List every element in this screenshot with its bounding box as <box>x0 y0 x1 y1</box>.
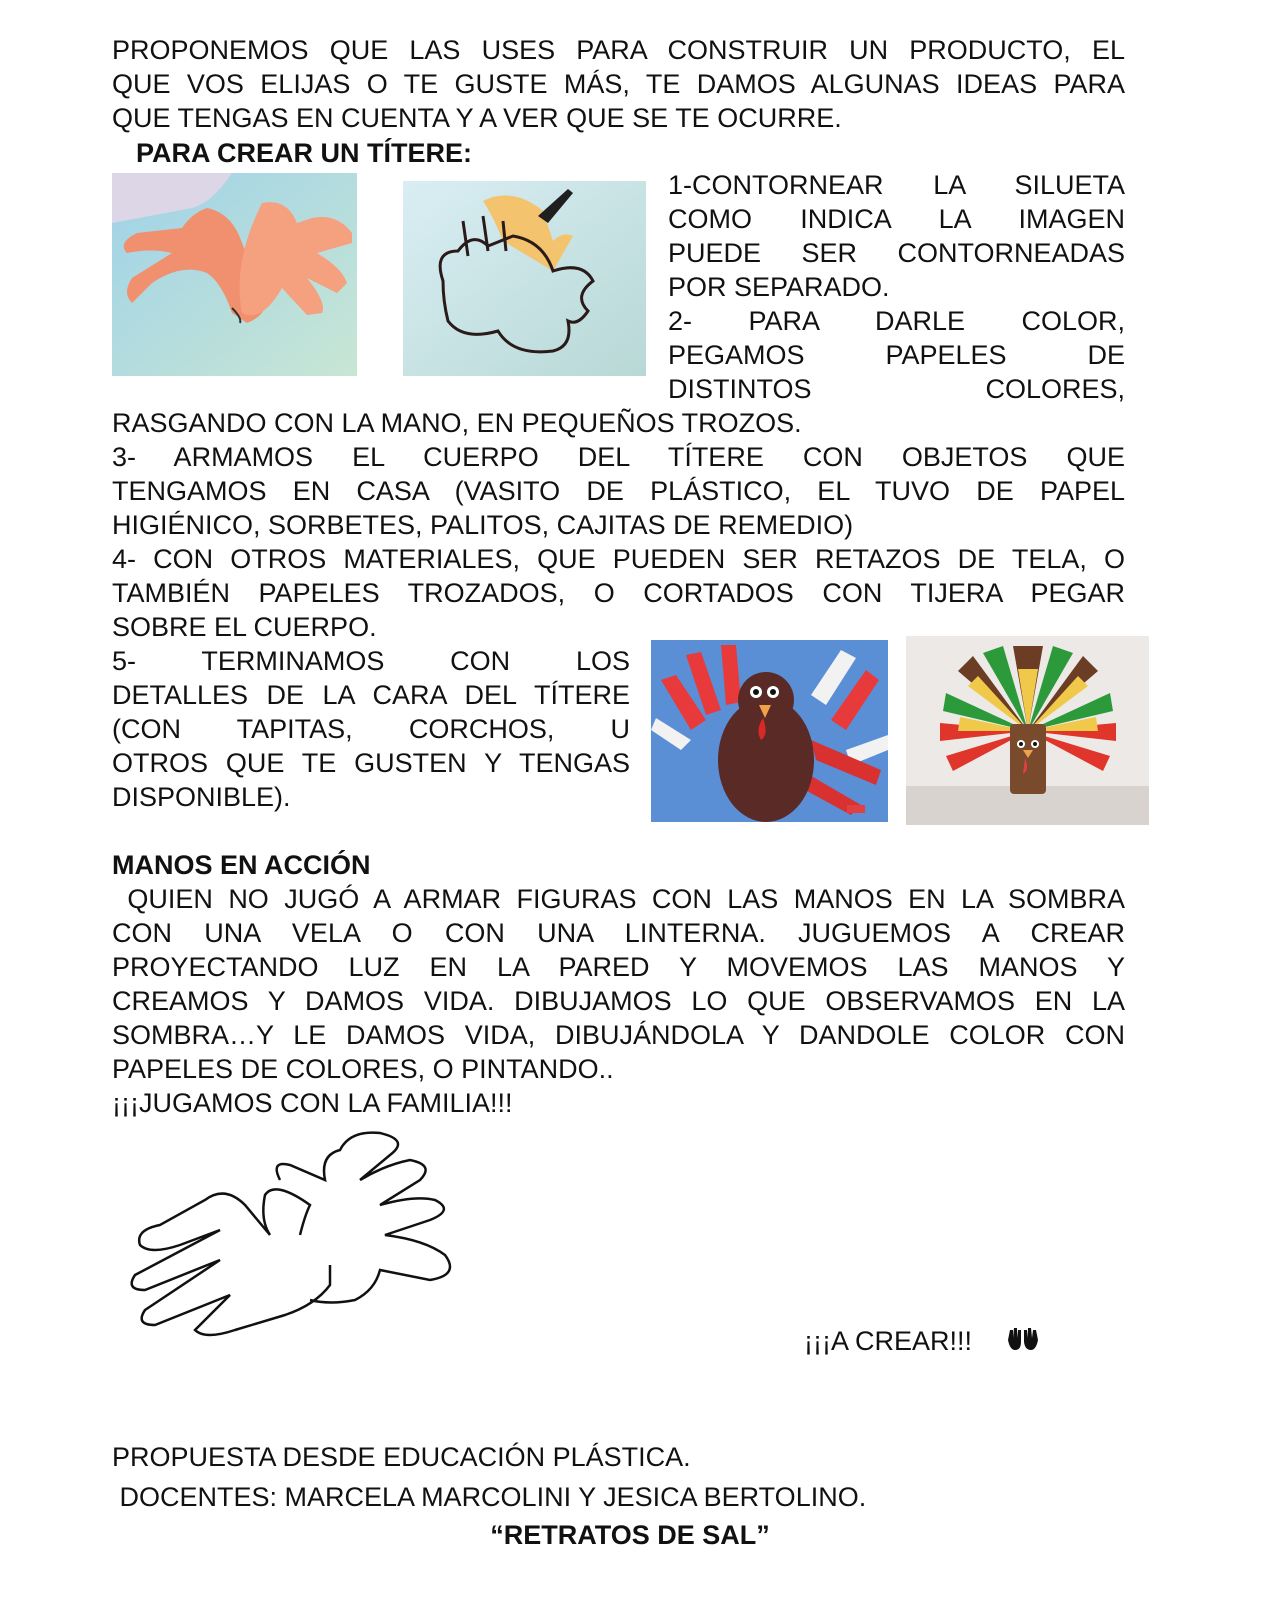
step5-line-4: OTROS QUE TE GUSTEN Y TENGAS <box>112 748 630 778</box>
manos-line-7: ¡¡¡JUGAMOS CON LA FAMILIA!!! <box>112 1088 513 1118</box>
step5-line-5: DISPONIBLE). <box>112 782 291 812</box>
step5-line-1: 5- TERMINAMOS CON LOS <box>112 646 630 676</box>
footer-retratos: “RETRATOS DE SAL” <box>490 1520 770 1550</box>
step3-line-3: HIGIÉNICO, SORBETES, PALITOS, CAJITAS DE REMEDIO) <box>112 510 854 540</box>
step2-line-4: RASGANDO CON LA MANO, EN PEQUEÑOS TROZOS. <box>112 408 802 438</box>
manos-line-4: CREAMOS Y DAMOS VIDA. DIBUJAMOS LO QUE OBSERVAMOS EN LA <box>112 986 1125 1016</box>
manos-line-1: QUIEN NO JUGÓ A ARMAR FIGURAS CON LAS MANOS EN LA SOMBRA <box>112 884 1125 914</box>
manos-line-2: CON UNA VELA O CON UNA LINTERNA. JUGUEMOS A CREAR <box>112 918 1125 948</box>
step4-line-2: TAMBIÉN PAPELES TROZADOS, O CORTADOS CON TIJERA PEGAR <box>112 578 1125 608</box>
manos-line-3: PROYECTANDO LUZ EN LA PARED Y MOVEMOS LAS MANOS Y <box>112 952 1125 982</box>
step2-line-2: PEGAMOS PAPELES DE <box>668 340 1125 370</box>
a-crear-text: ¡¡¡A CREAR!!! <box>804 1326 973 1356</box>
hand-tracing-photo <box>403 181 646 376</box>
step1-line-3: PUEDE SER CONTORNEADAS <box>668 238 1125 268</box>
step4-line-3: SOBRE EL CUERPO. <box>112 612 377 642</box>
hands-on-paper-photo <box>112 173 357 376</box>
step4-line-1: 4- CON OTROS MATERIALES, QUE PUEDEN SER RETAZOS DE TELA, O <box>112 544 1125 574</box>
step5-line-3: (CON TAPITAS, CORCHOS, U <box>112 714 630 744</box>
paper-hand-turkey-photo <box>651 640 888 822</box>
step1-line-4: POR SEPARADO. <box>668 272 890 302</box>
footer-propuesta: PROPUESTA DESDE EDUCACIÓN PLÁSTICA. <box>112 1442 691 1472</box>
waving-hands-icon <box>1006 1326 1040 1352</box>
manos-line-6: PAPELES DE COLORES, O PINTANDO.. <box>112 1054 614 1084</box>
step1-line-2: COMO INDICA LA IMAGEN <box>668 204 1125 234</box>
intro-line-2: QUE VOS ELIJAS O TE GUSTE MÁS, TE DAMOS ALGUNAS IDEAS PARA <box>112 69 1125 99</box>
intro-line-1: PROPONEMOS QUE LAS USES PARA CONSTRUIR UN PRODUCTO, EL <box>112 35 1125 65</box>
intro-line-3: QUE TENGAS EN CUENTA Y A VER QUE SE TE OCURRE. <box>112 103 842 133</box>
step3-line-1: 3- ARMAMOS EL CUERPO DEL TÍTERE CON OBJETOS QUE <box>112 442 1125 472</box>
manos-heading: MANOS EN ACCIÓN <box>112 850 371 880</box>
toilet-roll-turkey-photo <box>906 636 1149 825</box>
step2-line-1: 2- PARA DARLE COLOR, <box>668 306 1125 336</box>
manos-line-5: SOMBRA…Y LE DAMOS VIDA, DIBUJÁNDOLA Y DANDOLE COLOR CON <box>112 1020 1125 1050</box>
step3-line-2: TENGAMOS EN CASA (VASITO DE PLÁSTICO, EL TUVO DE PAPEL <box>112 476 1125 506</box>
step1-line-1: 1-CONTORNEAR LA SILUETA <box>668 170 1125 200</box>
step2-line-3: DISTINTOS COLORES, <box>668 374 1125 404</box>
titere-heading: PARA CREAR UN TÍTERE: <box>136 138 472 168</box>
two-hands-outline-drawing <box>125 1125 460 1340</box>
step5-line-2: DETALLES DE LA CARA DEL TÍTERE <box>112 680 630 710</box>
footer-docentes: DOCENTES: MARCELA MARCOLINI Y JESICA BERTOLINO. <box>112 1482 867 1512</box>
